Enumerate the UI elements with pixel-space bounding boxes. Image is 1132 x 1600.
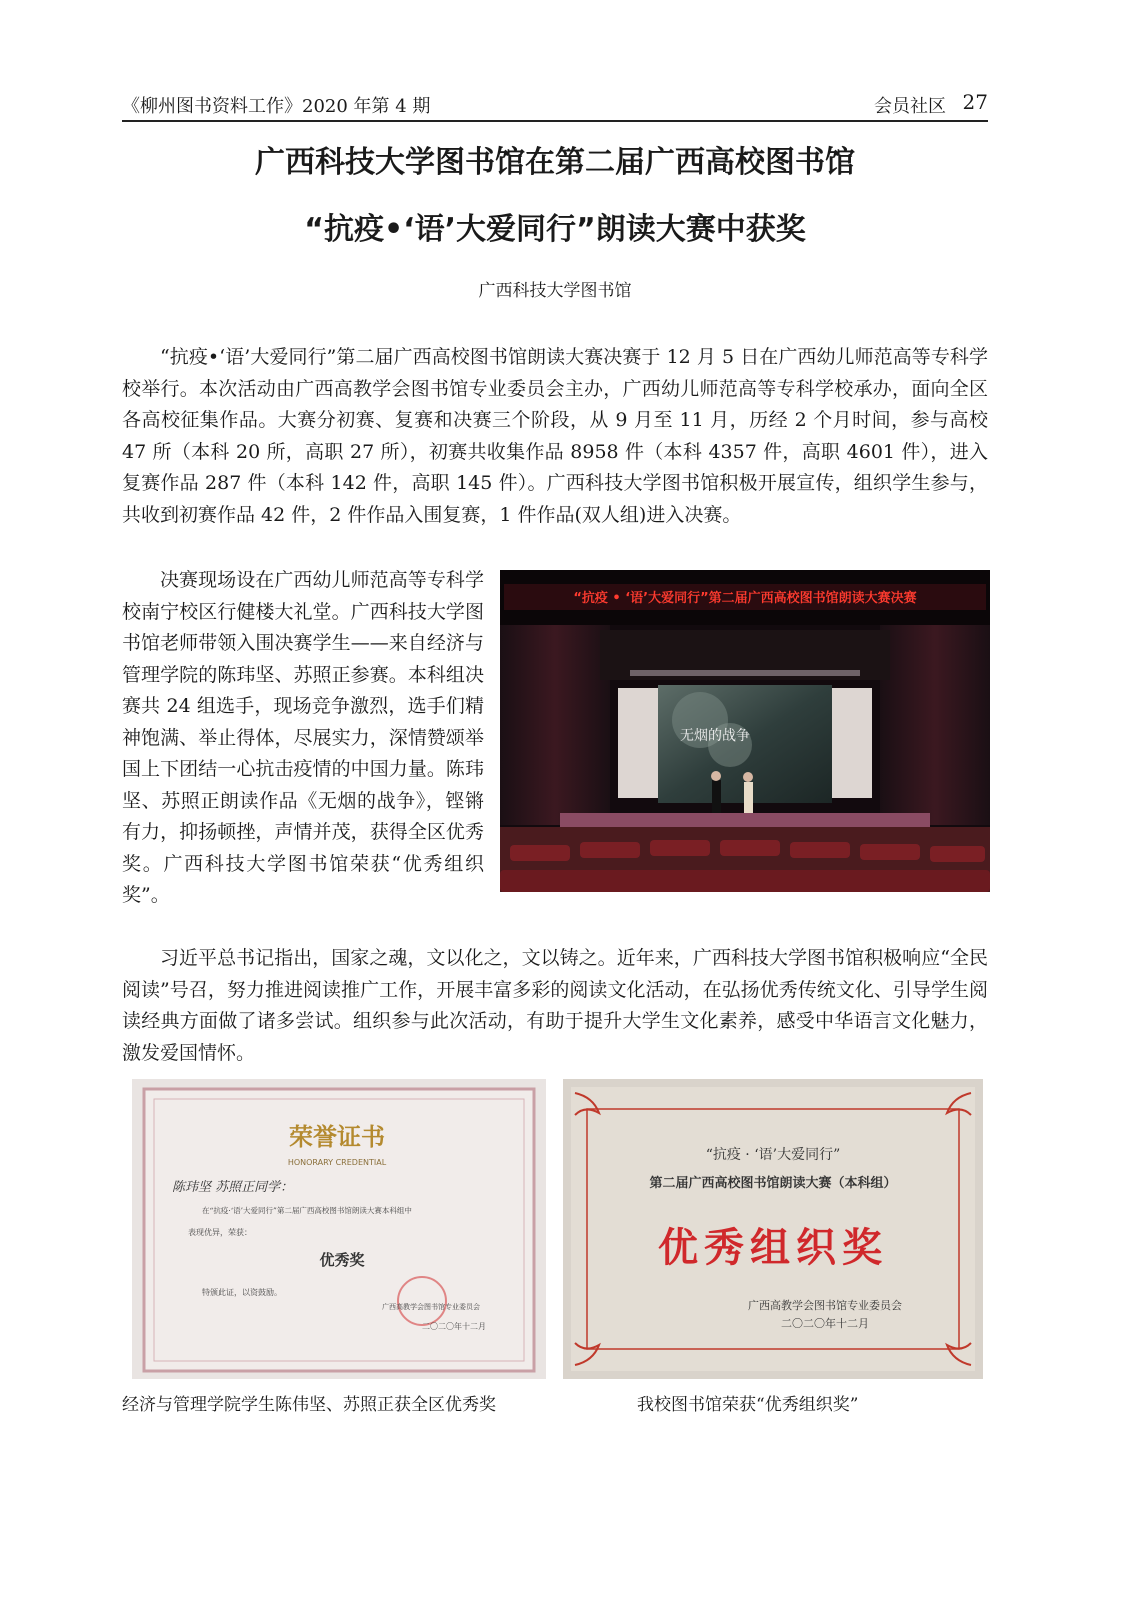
article-title-line-2: “抗疫•‘语’大爱同行”朗读大赛中获奖 — [304, 212, 806, 247]
plaque-line-2: 第二届广西高校图书馆朗读大赛（本科组） — [649, 1176, 897, 1191]
journal-name: 《柳州图书资料工作》2020 年第 4 期 — [122, 96, 431, 117]
certificate-title: 荣誉证书 — [289, 1123, 385, 1151]
article-author: 广西科技大学图书馆 — [478, 281, 632, 301]
paragraph-3: 习近平总书记指出，国家之魂，文以化之，文以铸之。近年来，广西科技大学图书馆积极响应“全民阅读”号召，努力推进阅读推广工作，开展丰富多彩的阅读文化活动，在弘扬优秀传统文化、引导学生阅读经典方面做了诸多尝试。组织参与此次活动，有助于提升大学生文化素养，感受中华语言文化魅力，激发爱国情怀。 — [122, 947, 988, 1064]
plaque-award: 优秀组织奖 — [658, 1224, 888, 1271]
stage-banner: “抗疫 • ‘语’大爱同行”第二届广西高校图书馆朗读大赛决赛 — [573, 591, 917, 606]
plaque-issuer: 广西高教学会图书馆专业委员会 — [748, 1299, 902, 1312]
article-title-line-1: 广西科技大学图书馆在第二届广西高校图书馆 — [255, 145, 855, 180]
plaque-line-1: “抗疫 · ‘语’大爱同行” — [705, 1147, 841, 1163]
section-name: 会员社区 — [874, 96, 946, 117]
certificate-recipient: 陈玮坚 苏照正同学： — [172, 1180, 294, 1195]
certificate-date: 二〇二〇年十二月 — [422, 1322, 486, 1331]
paragraph-2: 决赛现场设在广西幼儿师范高等专科学校南宁校区行健楼大礼堂。广西科技大学图书馆老师带领入围决赛学生——来自经济与管理学院的陈玮坚、苏照正参赛。本科组决赛共 24 组选手，现场竞争激烈，选手们精神饱满、举止得体，尽展实力，深情赞颂举国上下团结一心抗击疫情的中国力量。陈玮坚、苏照正朗读作品《无烟的战争》，铿锵有力，抑扬顿挫，声情并茂，获得全区优秀奖。广西科技大学图书馆荣获“优秀组织奖”。 — [122, 569, 484, 906]
caption-left: 经济与管理学院学生陈伟坚、苏照正获全区优秀奖 — [122, 1395, 496, 1415]
plaque-date: 二〇二〇年十二月 — [781, 1317, 869, 1330]
screen-title: 无烟的战争 — [680, 728, 750, 744]
certificate-line2: 表现优异，荣获： — [188, 1228, 252, 1237]
running-header — [122, 88, 988, 122]
page-number: 27 — [962, 90, 988, 114]
stage-photo — [500, 570, 990, 892]
honor-certificate-photo — [132, 1079, 546, 1379]
paragraph-1: “抗疫•‘语’大爱同行”第二届广西高校图书馆朗读大赛决赛于 12 月 5 日在广西幼儿师范高等专科学校举行。本次活动由广西高教学会图书馆专业委员会主办，广西幼儿师范高等专科学校承办，面向全区各高校征集作品。大赛分初赛、复赛和决赛三个阶段，从 9 月至 11 月，历经 2 个月时间，参与高校 47 所（本科 20 所，高职 27 所），初赛共收集作品 8958 件（本科 4357 件，高职 4601 件），进入复赛作品 287 件（本科 142 件，高职 145 件）。广西科技大学图书馆积极开展宣传，组织学生参与，共收到初赛作品 42 件，2 件作品入围复赛，1 件作品(双人组)进入决赛。 — [122, 346, 988, 526]
certificate-subtitle: HONORARY CREDENTIAL — [287, 1158, 387, 1167]
certificate-award: 优秀奖 — [319, 1251, 365, 1269]
caption-right: 我校图书馆荣获“优秀组织奖” — [637, 1395, 859, 1415]
certificate-closing: 特颁此证，以资鼓励。 — [202, 1288, 282, 1297]
certificate-body: 在“抗疫·‘语’大爱同行”第二届广西高校图书馆朗读大赛本科组中 — [202, 1206, 412, 1215]
certificate-issuer: 广西高教学会图书馆专业委员会 — [382, 1303, 480, 1311]
award-plaque-photo — [563, 1079, 983, 1379]
